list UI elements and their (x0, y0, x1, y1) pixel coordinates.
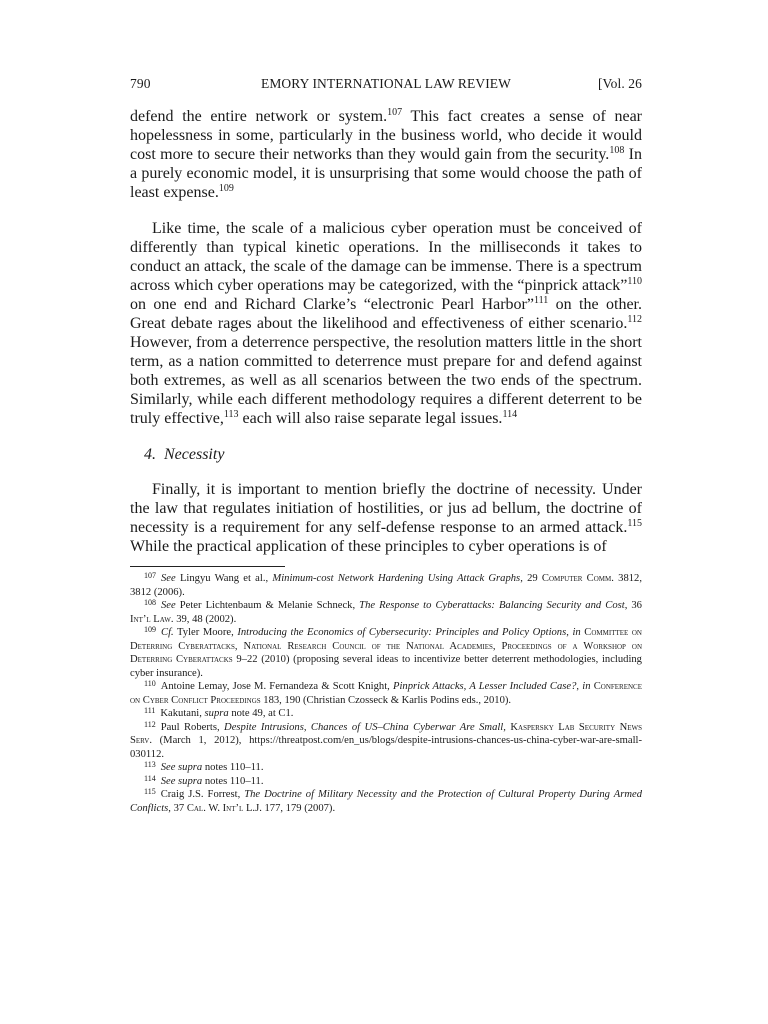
footnote-111: $^{111}$ Kakutani, supra note 49, at C1. (144, 706, 294, 719)
section-heading (144, 445, 642, 464)
footnotes (130, 572, 642, 815)
footnote-112: $^{112}$ Paul Roberts, Despite Intrusions, Chances of US–China Cyberwar Are Small, Kaspersky Lab Security News Serv. (March 1, 2012), https://threatpost.com/en_us/blogs/despite-intrusions-chances-us-china-cyber-war-are-small-030112. (130, 719, 643, 760)
footnote-ref-110: 110 (627, 276, 642, 287)
volume-label: [Vol. 26 (597, 76, 642, 91)
page-number: 790 (130, 76, 151, 91)
paragraph-necessity: Finally, it is important to mention briefly the doctrine of necessity. Under the law that regulates initiation of hostilities, or jus ad bellum, the doctrine of necessity is a requirement for any self-defense response to an armed attack.$^{115}$ While the practical application of these principles to cyber operations is of (130, 481, 642, 555)
footnote-115: $^{115}$ Craig J.S. Forrest, The Doctrine of Military Necessity and the Protection of Cultural Property During Armed Conflicts, 37 Cal. W. Int’l L.J. 177, 179 (2007). (130, 787, 642, 814)
main-text (130, 107, 642, 573)
footnote-ref-111: 111 (533, 295, 549, 306)
footnote-ref-115: 115 (627, 518, 642, 529)
footnote-ref-108: 108 (609, 145, 625, 156)
footnote-ref-113: 113 (223, 409, 239, 420)
paragraph-continued: defend the entire network or system.$^{107}$ This fact creates a sense of near hopelessness in some, particularly in the business world, who decide it would cost more to secure their networks than they would gain from the security.$^{108}$ In a purely economic model, it is unsurprising that some would choose the path of least expense.$^{109}$ (130, 107, 643, 201)
footnote-107: $^{107}$ See Lingyu Wang et al., Minimum-cost Network Hardening Using Attack Graphs, 29 Computer Comm. 3812, 3812 (2006). (130, 571, 642, 598)
footnote-divider (130, 566, 285, 567)
footnote-ref-109: 109 (218, 183, 234, 194)
footnote-110: $^{110}$ Antoine Lemay, Jose M. Fernandeza & Scott Knight, Pinprick Attacks, A Lesser Included Case?, in Conference on Cyber Conflict Proceedings 183, 190 (Christian Czosseck & Karlis Podins eds., 2010). (130, 679, 642, 706)
footnote-114: $^{114}$ See supra notes 110–11. (144, 773, 264, 787)
footnote-109: $^{109}$ Cf. Tyler Moore, Introducing the Economics of Cybersecurity: Principles and Policy Options, in Committee on Deterring Cyberattacks, National Research Council of the National Academies, Proceedings of a Workshop on Deterring Cyberattacks 9–22 (2010) (proposing several ideas to incentivize better deterrent methodologies, including cyber insurance). (130, 625, 642, 679)
footnote-ref-114: 114 (502, 409, 518, 420)
footnote-108: $^{108}$ See Peter Lichtenbaum & Melanie Schneck, The Response to Cyberattacks: Balancing Security and Cost, 36 Int’l Law. 39, 48 (2002). (130, 598, 642, 625)
paragraph-scale: Like time, the scale of a malicious cyber operation must be conceived of differently than typical kinetic operations. In the milliseconds it takes to conduct an attack, the scale of the damage can be immense. There is a spectrum across which cyber operations may be categorized, with the “pinprick attack”$^{110}$ on one end and Richard Clarke’s “electronic Pearl Harbor”$^{111}$ on the other. Great debate rages about the likelihood and effectiveness of either scenario.$^{112}$ However, from a deterrence perspective, the resolution matters little in the short term, as a nation committed to deterrence must prepare for and defend against both extremes, as well as all scenarios between the two ends of the spectrum. Similarly, while each different methodology requires a different deterrent to be truly effective,$^{113}$ each will also raise separate legal issues.$^{114}$ (130, 220, 643, 427)
footnote-ref-107: 107 (387, 107, 403, 118)
section-title: Necessity (164, 446, 225, 463)
footnote-ref-112: 112 (627, 314, 642, 325)
running-header (130, 76, 642, 96)
section-number: 4. (144, 446, 156, 463)
journal-title: EMORY INTERNATIONAL LAW REVIEW (260, 76, 511, 91)
footnote-113: $^{113}$ See supra notes 110–11. (144, 760, 264, 773)
